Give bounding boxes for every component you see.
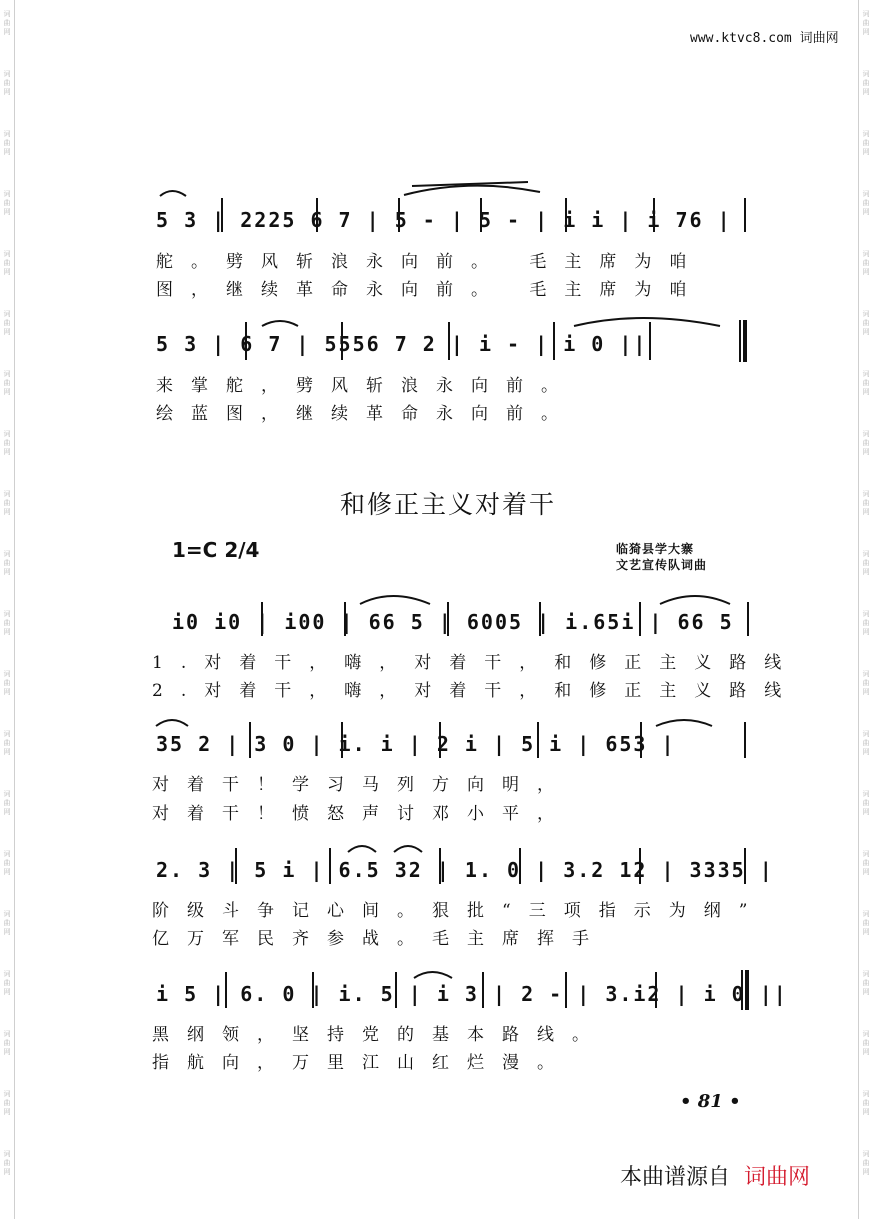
score-row-2: 5 3 | 6 7 | 5556 7 2 | i - | i 0 || [156, 332, 648, 356]
watermark-glyphs: 词 曲 网 [3, 790, 11, 816]
credit-line-1: 临猗县学大寨 [616, 542, 695, 556]
watermark-glyphs: 词 曲 网 [3, 610, 11, 636]
score-row-6: i 5 | 6. 0 | i. 5 | i 3 | 2 - | 3.i2 | i 0 || [156, 982, 788, 1006]
lyric-row-5-verse-2: 亿万军民齐参战。毛主席挥手 [152, 929, 607, 949]
watermark-glyphs: 词 曲 网 [3, 910, 11, 936]
score-row-3: i0 i0 | i00 | 66 5 | 6005 | i.65i | 66 5 [172, 610, 734, 634]
watermark-glyphs: 词 曲 网 [3, 190, 11, 216]
watermark-glyphs: 词 曲 网 [862, 430, 870, 456]
watermark-glyphs: 词 曲 网 [3, 70, 11, 96]
watermark-glyphs: 词 曲 网 [3, 1150, 11, 1176]
lyric-row-3-verse-2: 2.对着干，嗨，对着干，和修正主义路线 [152, 681, 800, 701]
watermark-glyphs: 词 曲 网 [862, 910, 870, 936]
watermark-glyphs: 词 曲 网 [862, 850, 870, 876]
watermark-glyphs: 词 曲 网 [862, 550, 870, 576]
lyric-row-5-verse-1: 阶级斗争记心间。狠批“三项指示为纲” [152, 901, 766, 921]
score-row-1: 5 3 | 2225 6 7 | 5 - | 5 - | i i | i 76 | [156, 208, 732, 232]
watermark-glyphs: 词 曲 网 [862, 250, 870, 276]
watermark-glyphs: 词 曲 网 [3, 1030, 11, 1056]
watermark-glyphs: 词 曲 网 [3, 490, 11, 516]
lyric-row-6-verse-2: 指航向，万里江山红烂漫。 [152, 1053, 572, 1073]
watermark-glyphs: 词 曲 网 [862, 490, 870, 516]
score-row-5: 2. 3 | 5 i | 6.5 32 | 1. 0 | 3.2 12 | 3335 | [156, 858, 774, 882]
lyric-row-4-verse-1: 对着干！学习马列方向明， [152, 775, 572, 795]
watermark-glyphs: 词 曲 网 [862, 310, 870, 336]
watermark-glyphs: 词 曲 网 [862, 1030, 870, 1056]
watermark-glyphs: 词 曲 网 [862, 610, 870, 636]
source-label: 本曲谱源自 [620, 1165, 731, 1190]
watermark-glyphs: 词 曲 网 [862, 1090, 870, 1116]
watermark-glyphs: 词 曲 网 [3, 550, 11, 576]
page-number: • 81 • [680, 1091, 741, 1112]
watermark-glyphs: 词 曲 网 [3, 10, 11, 36]
lyric-row-2-verse-2: 绘蓝图，继续革命永向前。 [156, 404, 576, 424]
watermark-glyphs: 词 曲 网 [3, 670, 11, 696]
watermark-glyphs: 词 曲 网 [3, 730, 11, 756]
lyric-row-6-verse-1: 黑纲领，坚持党的基本路线。 [152, 1025, 607, 1045]
lyric-row-1-verse-1: 舵。劈风斩浪永向前。 毛主席为咱 [156, 252, 705, 272]
lyric-row-2-verse-1: 来掌舵，劈风斩浪永向前。 [156, 376, 576, 396]
watermark-glyphs: 词 曲 网 [862, 190, 870, 216]
watermark-glyphs: 词 曲 网 [3, 310, 11, 336]
watermark-glyphs: 词 曲 网 [3, 130, 11, 156]
key-signature: 1=C 2/4 [172, 538, 260, 562]
watermark-glyphs: 词 曲 网 [862, 970, 870, 996]
watermark-glyphs: 词 曲 网 [862, 10, 870, 36]
watermark-glyphs: 词 曲 网 [862, 70, 870, 96]
source-credit [620, 1160, 810, 1191]
watermark-glyphs: 词 曲 网 [862, 790, 870, 816]
watermark-glyphs: 词 曲 网 [862, 730, 870, 756]
score-row-4: 35 2 | 3 0 | i. i | 2 i | 5 i | 653 | [156, 732, 676, 756]
watermark-glyphs: 词 曲 网 [862, 130, 870, 156]
watermark-glyphs: 词 曲 网 [3, 1090, 11, 1116]
lyric-row-4-verse-2: 对着干！愤怒声讨邓小平， [152, 804, 572, 824]
watermark-glyphs: 词 曲 网 [862, 370, 870, 396]
watermark-glyphs: 词 曲 网 [862, 1150, 870, 1176]
watermark-glyphs: 词 曲 网 [3, 250, 11, 276]
watermark-glyphs: 词 曲 网 [3, 430, 11, 456]
site-url[interactable]: www.ktvc8.com 词曲网 [690, 31, 839, 46]
watermark-glyphs: 词 曲 网 [862, 670, 870, 696]
watermark-glyphs: 词 曲 网 [3, 370, 11, 396]
song-title: 和修正主义对着干 [340, 490, 557, 519]
lyric-row-3-verse-1: 1.对着干，嗨，对着干，和修正主义路线 [152, 653, 800, 673]
lyric-row-1-verse-2: 图，继续革命永向前。 毛主席为咱 [156, 280, 705, 300]
source-brand-link[interactable]: 词曲网 [744, 1165, 811, 1190]
credit-line-2: 文艺宣传队词曲 [616, 558, 708, 572]
watermark-glyphs: 词 曲 网 [3, 970, 11, 996]
watermark-glyphs: 词 曲 网 [3, 850, 11, 876]
